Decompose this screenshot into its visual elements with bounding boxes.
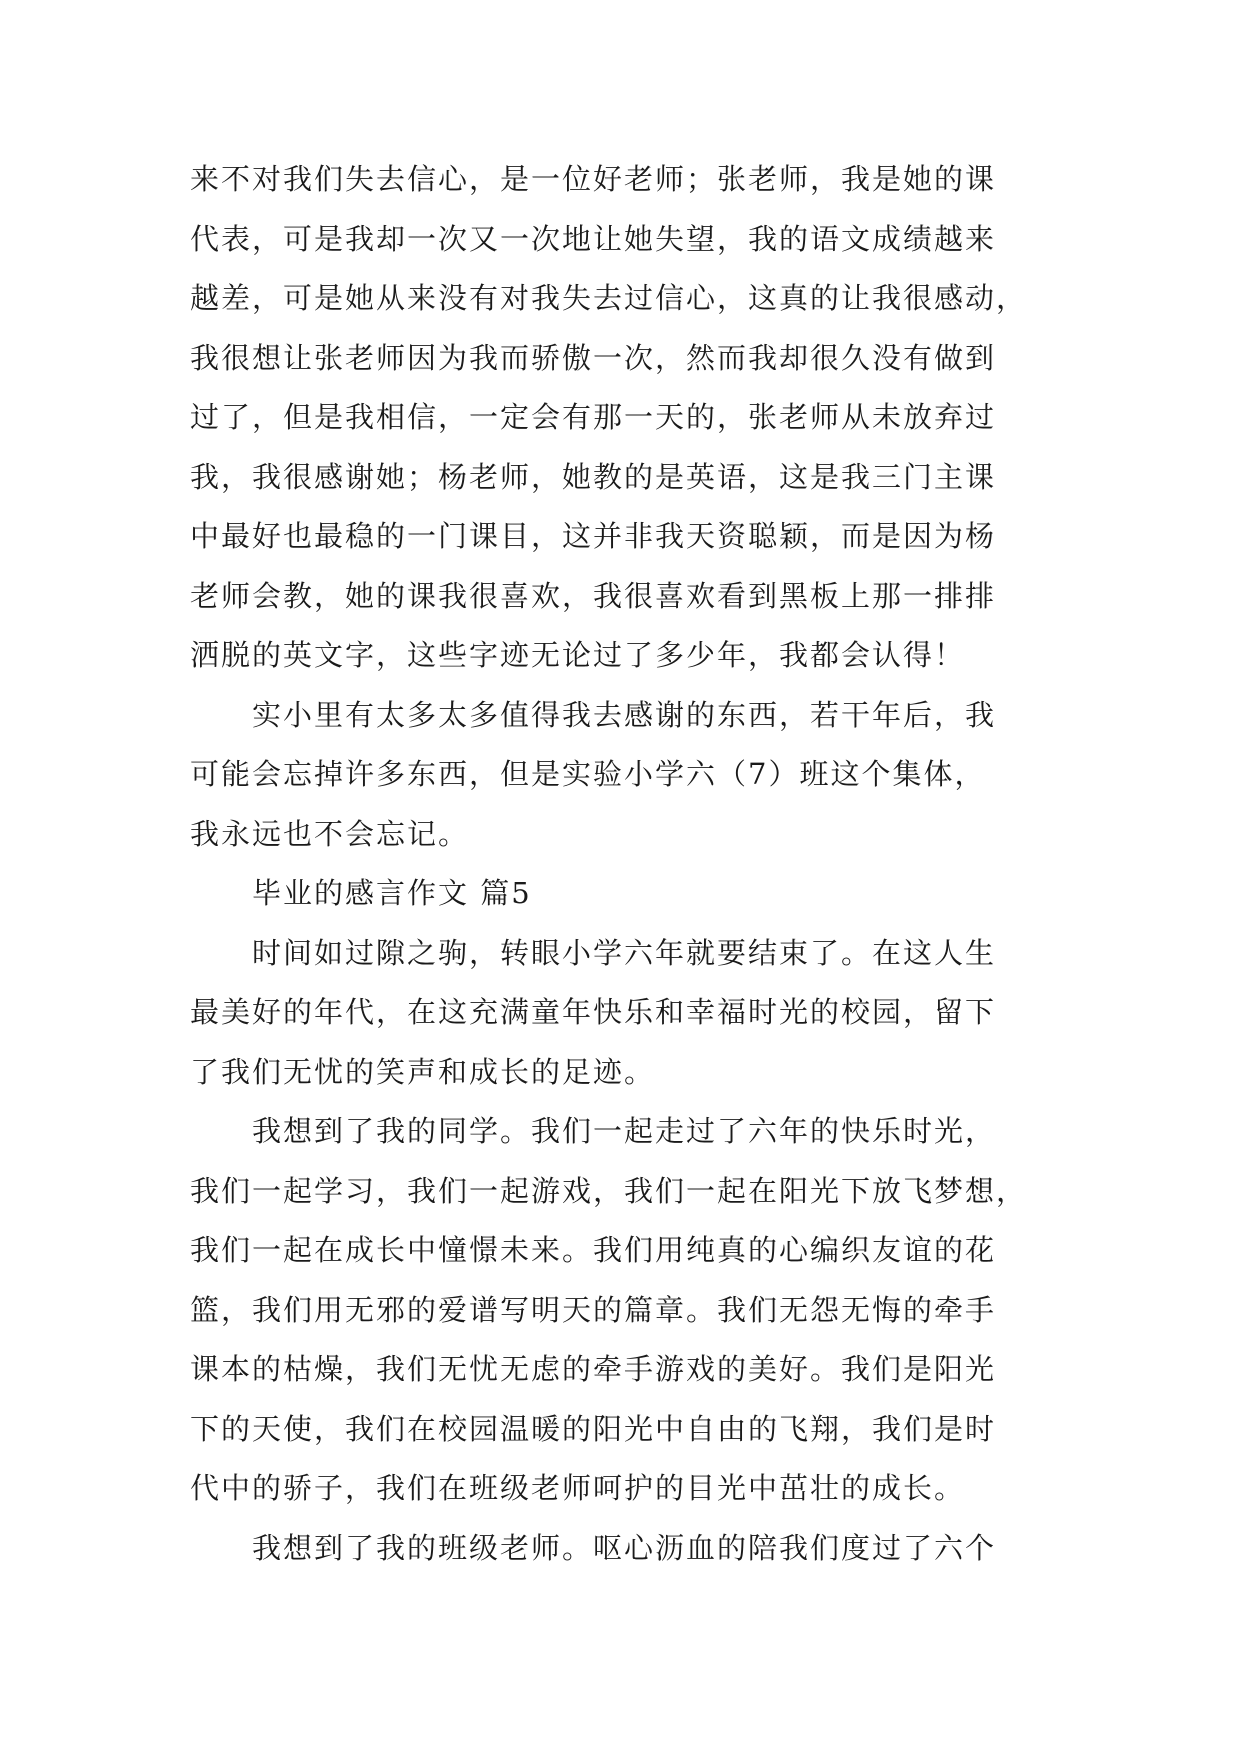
text-line: 中最好也最稳的一门课目，这并非我天资聪颖，而是因为杨: [190, 519, 997, 553]
text-line: 下的天使，我们在校园温暖的阳光中自由的飞翔，我们是时: [190, 1411, 997, 1446]
text-line: 我，我很感谢她；杨老师，她教的是英语，这是我三门主课: [190, 459, 997, 494]
text-line: 代中的骄子，我们在班级老师呵护的目光中茁壮的成长。: [190, 1471, 966, 1505]
text-line: 代表，可是我却一次又一次地让她失望，我的语文成绩越来: [190, 221, 997, 256]
paragraph-teachers-continued: [190, 150, 1050, 686]
paragraph-classmates: [190, 1102, 1050, 1519]
text-line: 老师会教，她的课我很喜欢，我很喜欢看到黑板上那一排排: [190, 578, 997, 613]
paragraph-time: [190, 924, 1050, 1103]
text-line: 了我们无忧的笑声和成长的足迹。: [190, 1054, 656, 1089]
text-line: 过了，但是我相信，一定会有那一天的，张老师从未放弃过: [190, 400, 997, 434]
text-line: 时间如过隙之驹，转眼小学六年就要结束了。在这人生: [252, 935, 997, 970]
heading-text: 毕业的感言作文 篇5: [252, 876, 532, 910]
text-line: 最美好的年代，在这充满童年快乐和幸福时光的校园，留下: [190, 995, 997, 1029]
paragraph-class-teachers: [190, 1519, 1050, 1579]
text-line: 越差，可是她从来没有对我失去过信心，这真的让我很感动，: [190, 281, 1028, 315]
text-line: 我们一起学习，我们一起游戏，我们一起在阳光下放飞梦想，: [190, 1173, 1028, 1208]
text-line: 我永远也不会忘记。: [190, 816, 470, 851]
text-line: 可能会忘掉许多东西，但是实验小学六（7）班这个集体，: [190, 757, 986, 791]
text-line: 课本的枯燥，我们无忧无虑的牵手游戏的美好。我们是阳光: [190, 1352, 997, 1386]
text-line: 来不对我们失去信心，是一位好老师；张老师，我是她的课: [190, 162, 997, 196]
text-line: 我想到了我的班级老师。呕心沥血的陪我们度过了六个: [252, 1530, 997, 1565]
text-line: 我想到了我的同学。我们一起走过了六年的快乐时光，: [252, 1114, 997, 1148]
document-body: [190, 150, 1050, 1578]
text-line: 我们一起在成长中憧憬未来。我们用纯真的心编织友谊的花: [190, 1233, 997, 1267]
section-heading: [190, 864, 1050, 924]
text-line: 实小里有太多太多值得我去感谢的东西，若干年后，我: [252, 697, 997, 732]
text-line: 洒脱的英文字，这些字迹无论过了多少年，我都会认得！: [190, 638, 966, 672]
paragraph-gratitude: [190, 686, 1050, 865]
text-line: 我很想让张老师因为我而骄傲一次，然而我却很久没有做到: [190, 340, 997, 375]
text-line: 篮，我们用无邪的爱谱写明天的篇章。我们无怨无悔的牵手: [190, 1292, 997, 1327]
